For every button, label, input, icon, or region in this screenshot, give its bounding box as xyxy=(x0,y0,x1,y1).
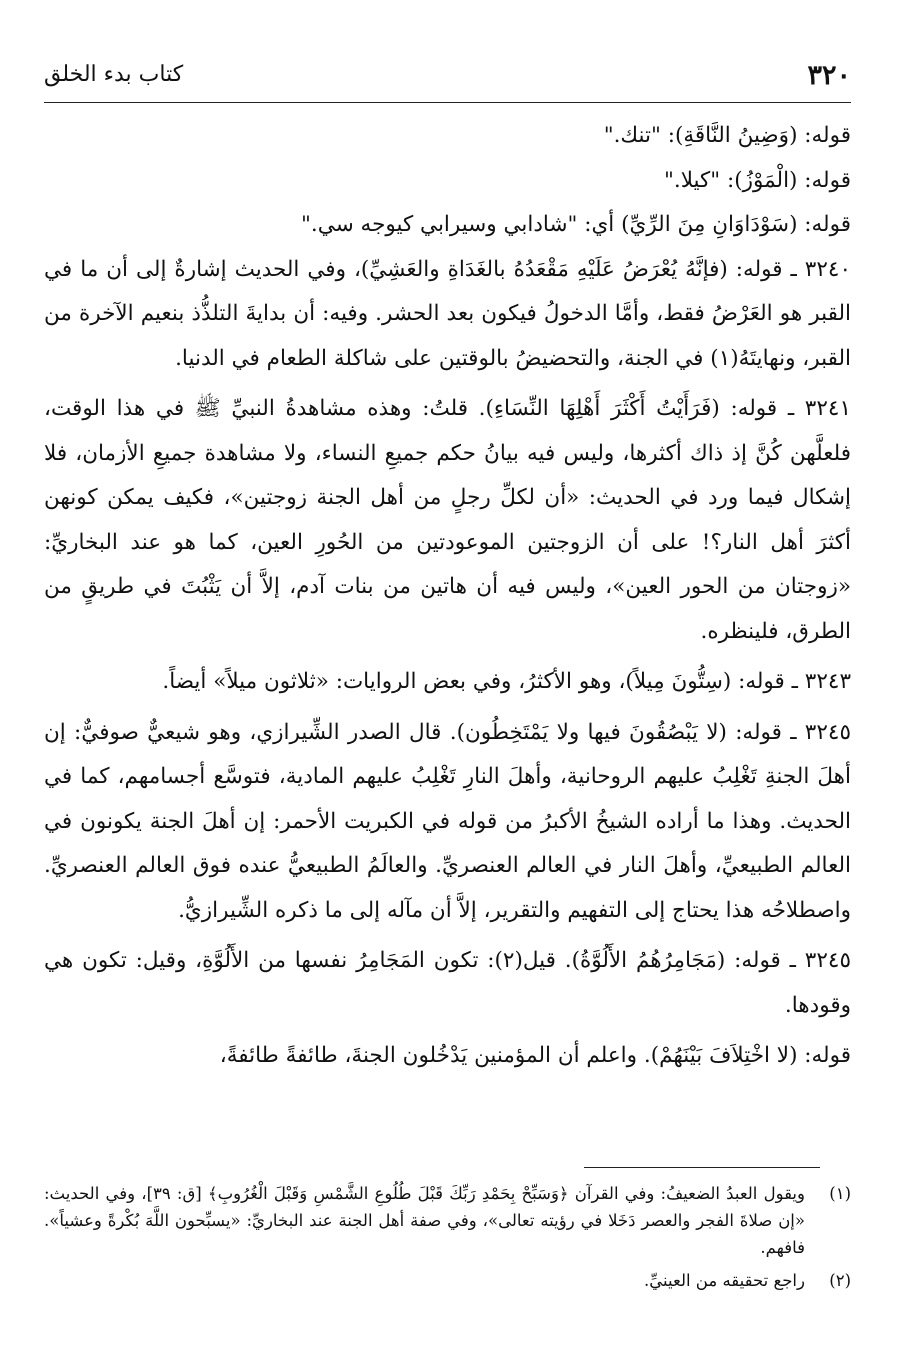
hadith-commentary-3245: ٣٢٤٥ ـ قوله: (لا يَبْصُقُونَ فيها ولا يَمْتَخِطُون). قال الصدر الشِّيرازي، وهو شيعيٌّ صوفيٌّ: إن أهلَ الجنةِ تَغْلِبُ عليهم الروحانية، وأهلَ النارِ تَغْلِبُ عليهم المادية، فتوسَّع أجسامهم، كما في الحديث. وهذا ما أراده الشيخُ الأكبرُ من قوله في الكبريت الأحمر: إن أهلَ الجنة يكونون في العالم الطبيعيِّ، وأهلَ النار في العالم العنصريِّ. والعالَمُ الطبيعيُّ عنده فوق العالم العنصريِّ. واصطلاحُه هذا يحتاج إلى التفهيم والتقرير، إلاَّ أن مآله إلى ما ذكره الشِّيرازيُّ. xyxy=(44,719,851,923)
footnote-number: (٢) xyxy=(829,1271,851,1290)
hadith-commentary-3243: ٣٢٤٣ ـ قوله: (سِتُّونَ مِيلاً)، وهو الأكثرُ، وفي بعض الروايات: «ثلاثون ميلاً» أيضاً. xyxy=(162,669,851,694)
hadith-commentary-3241: ٣٢٤١ ـ قوله: (فَرَأَيْتُ أَكْثَرَ أَهْلِهَا النِّسَاءِ). قلتُ: وهذه مشاهدةُ النبيِّ ﷺ في هذا الوقت، فلعلَّهن كُنَّ إذ ذاك أكثرها، وليس فيه بيانُ حكم جميعِ النساء، ولا مشاهدة جميعِ الأزمان، فلا إشكال فيما ورد في الحديث: «أن لكلِّ رجلٍ من أهل الجنة زوجتين»، فكيف يمكن كونهن أكثرَ أهل النار؟! على أن الزوجتين الموعودتين من الحُورِ العين، كما هو عند البخاريِّ: «زوجتان من الحور العين»، وليس فيه أن هاتين من بنات آدم، إلاَّ أن يَثْبُتَ في طريقٍ من الطرق، فلينظره. xyxy=(44,396,851,644)
footnotes xyxy=(44,1180,851,1300)
footnote-number: (١) xyxy=(829,1184,851,1203)
hadith-commentary-3245b: ٣٢٤٥ ـ قوله: (مَجَامِرُهُمُ الأَلُوَّةُ). قيل(٢): تكون المَجَامِرُ نفسها من الأَلُوَّةِ، وقيل: تكون هي وقودها. xyxy=(44,948,851,1018)
page-number: ٣٢٠ xyxy=(807,60,851,91)
footnote-text: راجع تحقيقه من العينيِّ. xyxy=(644,1271,805,1290)
footnote-divider xyxy=(584,1167,820,1168)
footnote-2 xyxy=(44,1267,851,1294)
hadith-commentary-3240: ٣٢٤٠ ـ قوله: (فإنَّهُ يُعْرَضُ عَلَيْهِ مَقْعَدُهُ بالغَدَاةِ والعَشِيِّ)، وفي الحديث إشارةٌ إلى أن ما في القبر هو العَرْضُ فقط، وأمَّا الدخولُ فيكون بعد الحشر. وفيه: أن بدايةَ التلذُّذ بنعيم الآخرة من القبر، ونهايتَهُ(١) في الجنة، والتحضيضُ بالوقتين على شاكلة الطعام في الدنيا. xyxy=(44,256,851,371)
footnote-1 xyxy=(44,1180,851,1261)
page-header xyxy=(44,58,851,98)
header-divider xyxy=(44,102,851,103)
gloss-line: قوله: (سَوْدَاوَانِ مِنَ الرِّيِّ) أي: "شادابي وسيرابي كيوجه سي." xyxy=(301,212,851,237)
commentary-paragraph: قوله: (لا اخْتِلاَفَ بَيْنَهُمْ). واعلم أن المؤمنين يَدْخُلون الجنةَ، طائفةً طائفةً، xyxy=(219,1043,851,1068)
footnote-text: ويقول العبدُ الضعيفُ: وفي القرآن ﴿وَسَبِّحْ بِحَمْدِ رَبِّكَ قَبْلَ طُلُوعِ الشَّمْسِ وَقَبْلَ الْغُرُوبِ﴾ [ق: ٣٩]، وفي الحديث: «إن صلاةَ الفجر والعصر دَخَلا في رؤيته تعالى»، وفي صفة أهل الجنة عند البخاريِّ: «يسبِّحون اللَّهَ بُكْرةً وعشياً». فافهم. xyxy=(44,1184,805,1257)
main-text xyxy=(44,114,851,1085)
gloss-line: قوله: (الْمَوْزُ): "كيلا." xyxy=(663,167,851,193)
running-title: كتاب بدء الخلق xyxy=(44,62,184,87)
gloss-line: قوله: (وَضِينُ النَّاقَةِ): "تنك." xyxy=(603,123,851,148)
